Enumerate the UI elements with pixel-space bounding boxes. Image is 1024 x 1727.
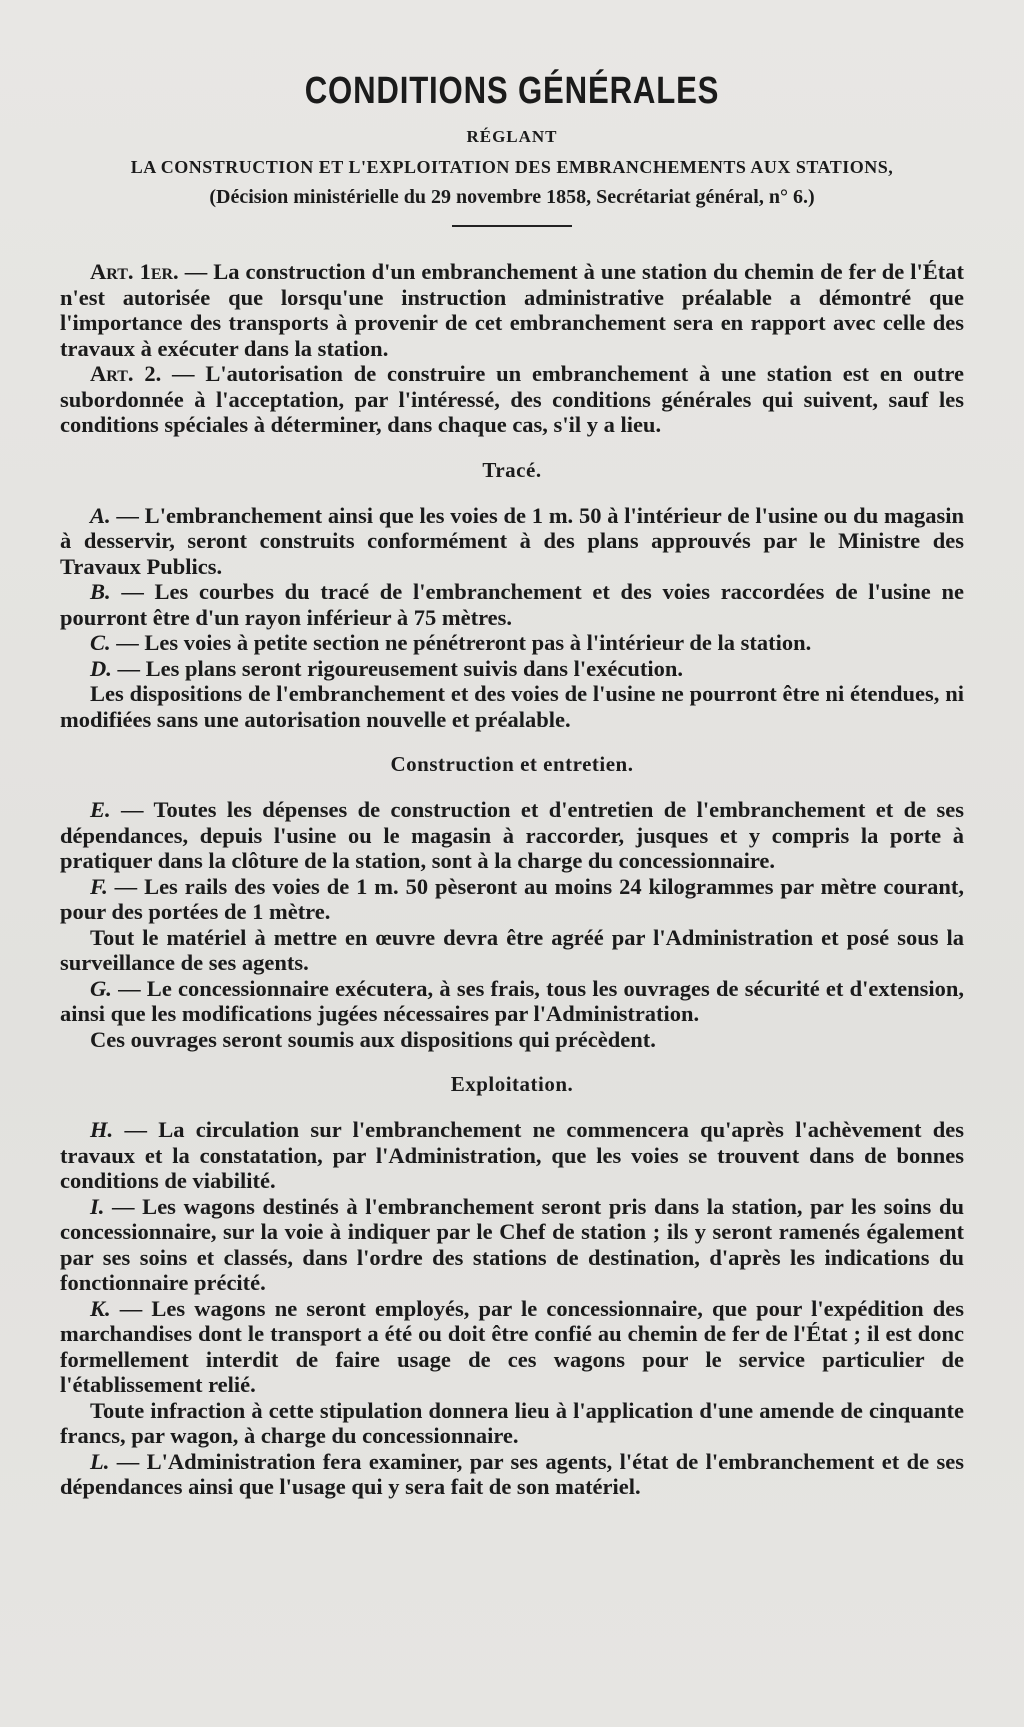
clause-c [60,630,964,656]
clause-trace-note [60,681,964,732]
clause-label: L. [90,1448,110,1474]
clause-text: — Les rails des voies de 1 m. 50 pèseront au moins 24 kilogrammes par mètre courant, pour des portées de 1 mètre. [60,873,964,924]
clause-text: Tout le matériel à mettre en œuvre devra être agréé par l'Administration et posé sous la surveillance de ses agents. [60,924,964,975]
document-subtitle-scope: LA CONSTRUCTION ET L'EXPLOITATION DES EMBRANCHEMENTS AUX STATIONS, [130,157,894,177]
clause-label: H. [90,1117,114,1142]
clause-l [60,1449,964,1500]
clause-text: — Les voies à petite section ne pénétreront pas à l'intérieur de la station. [110,630,812,655]
clause-e [60,797,964,874]
clause-h [60,1117,964,1194]
clause-label: K. [90,1295,111,1321]
section-title-exploitation: Exploitation. [450,1072,574,1096]
document-title: CONDITIONS GÉNÉRALES [304,70,720,112]
clause-text: Ces ouvrages seront soumis aux dispositions qui précèdent. [90,1026,656,1052]
clause-text: — Le concessionnaire exécutera, à ses frais, tous les ouvrages de sécurité et d'extension, ainsi que les modifications jugées nécessaires par l'Administration. [60,975,964,1026]
clause-label: A. [90,502,111,528]
clause-text: — Les courbes du tracé de l'embranchement et des voies raccordées de l'usine ne pourront être d'un rayon inférieur à 75 mètres. [60,579,964,630]
clause-label: G. [90,975,112,1001]
clause-k [60,1296,964,1398]
section-title-trace: Tracé. [482,457,542,482]
clause-works-note [60,1027,964,1053]
clause-text: — L'Administration fera examiner, par ses agents, l'état de l'embranchement et de ses dépendances ainsi que l'usage qui y sera fait de son matériel. [60,1448,964,1499]
clause-label: F. [90,873,108,899]
clause-d [60,656,964,682]
clause-g [60,976,964,1027]
clause-b [60,579,964,630]
clause-text: — Les wagons destinés à l'embranchement seront pris dans la station, par les soins du concessionnaire, sur la voie à indiquer par le Chef de station ; ils y seront ramenés également par ses soins et classés, dans l'ordre des stations de destination, d'après les indications du fonctionnaire précité. [60,1193,964,1295]
clause-fine-note [60,1398,964,1449]
clause-material-note [60,925,964,976]
clause-f [60,874,964,925]
clause-label: B. [90,579,111,604]
clause-text: — Toutes les dépenses de construction et d'entretien de l'embranchement et de ses dépendances, depuis l'usine ou le magasin à raccorder, jusques et y compris la porte à pratiquer dans la clôture de la station, sont à la charge du concessionnaire. [60,797,964,873]
article-label: Art. 2. [90,361,162,386]
clause-text: — L'embranchement ainsi que les voies de 1 m. 50 à l'intérieur de l'usine ou du magasin à desservir, seront construits conformément à des plans approuvés par le Ministre des Travaux Publics. [60,502,964,579]
clause-text: Toute infraction à cette stipulation donnera lieu à l'application d'une amende de cinquante francs, par wagon, à charge du concessionnaire. [60,1397,964,1448]
clause-text: — Les plans seront rigoureusement suivis dans l'exécution. [111,655,683,681]
clause-text: — La circulation sur l'embranchement ne commencera qu'après l'achèvement des travaux et la constatation, par l'Administration, que les voies se trouvent dans de bonnes conditions de viabilité. [60,1117,964,1193]
article-2 [60,361,964,438]
article-label: Art. 1er. [90,259,179,284]
article-text: — La construction d'un embranchement à une station du chemin de fer de l'État n'est autorisée que lorsqu'une instruction administrative préalable a démontré que l'importance des transports à provenir de cet embranchement sera en rapport avec celle des travaux à exécuter dans la station. [60,259,965,361]
section-title-construction: Construction et entretien. [390,752,634,776]
document-subtitle: RÉGLANT [466,127,558,146]
clause-label: D. [90,655,112,681]
article-1 [60,259,964,361]
clause-label: C. [90,630,111,655]
title-divider [452,225,572,227]
article-text: — L'autorisation de construire un embranchement à une station est en outre subordonnée à l'acceptation, par l'intéressé, des conditions générales qui suivent, sauf les conditions spéciales à déterminer, dans chaque cas, s'il y a lieu. [60,361,964,437]
clause-a [60,503,964,580]
clause-label: E. [90,797,111,822]
clause-i [60,1194,964,1296]
decision-reference: (Décision ministérielle du 29 novembre 1858, Secrétariat général, n° 6.) [209,186,815,208]
clause-text: Les dispositions de l'embranchement et des voies de l'usine ne pourront être ni étendues, ni modifiées sans une autorisation nouvelle et préalable. [60,681,964,732]
clause-text: — Les wagons ne seront employés, par le concessionnaire, que pour l'expédition des marchandises dont le transport a été ou doit être confié au chemin de fer de l'État ; il est donc formellement interdit de faire usage de ces wagons pour le service particulier de l'établissement relié. [60,1295,964,1397]
clause-label: I. [90,1193,105,1219]
